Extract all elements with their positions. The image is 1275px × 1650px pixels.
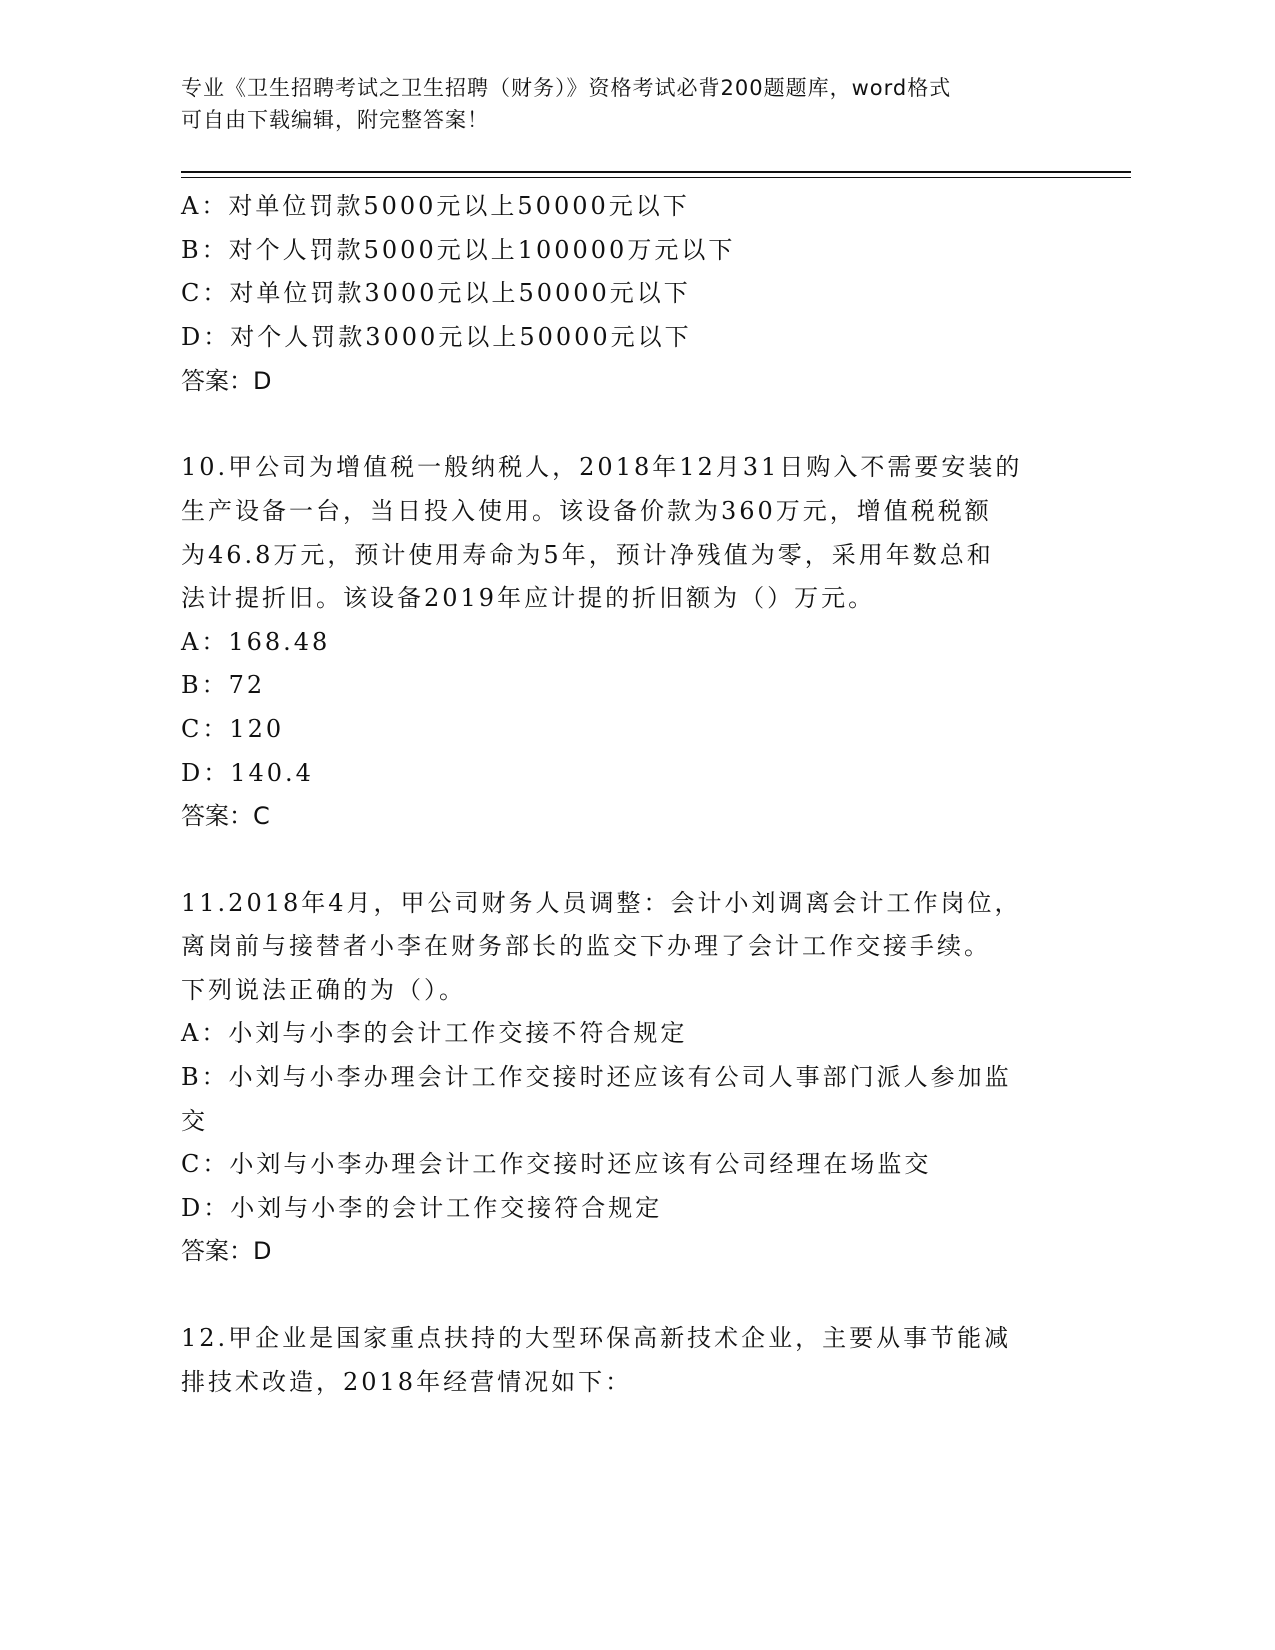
header-line-1: 专业《卫生招聘考试之卫生招聘（财务）》资格考试必背200题题库，word格式 [181, 76, 952, 100]
q10-stem-line-3: 为46.8万元，预计使用寿命为5年，预计净残值为零，采用年数总和 [181, 541, 994, 569]
header-line-2: 可自由下载编辑，附完整答案！ [181, 108, 489, 132]
q11-option-b-continued: 交 [181, 1107, 208, 1135]
q10-option-a: A：168.48 [181, 628, 331, 656]
q10-stem-line-1: 10.甲公司为增值税一般纳税人，2018年12月31日购入不需要安装的 [181, 453, 1023, 481]
q11-option-d: D：小刘与小李的会计工作交接符合规定 [181, 1194, 663, 1222]
q10-option-d: D：140.4 [181, 759, 314, 787]
header-divider-thin [181, 177, 1131, 178]
header-divider-thick [181, 171, 1131, 173]
q11-answer: 答案：D [181, 1237, 272, 1265]
q9-option-b: B：对个人罚款5000元以上100000万元以下 [181, 236, 736, 264]
document-header [181, 72, 1061, 136]
q9-option-c: C：对单位罚款3000元以上50000元以下 [181, 279, 691, 307]
q11-stem-line-2: 离岗前与接替者小李在财务部长的监交下办理了会计工作交接手续。 [181, 932, 991, 960]
q10-stem-line-2: 生产设备一台，当日投入使用。该设备价款为360万元，增值税税额 [181, 497, 992, 525]
q11-stem-line-3: 下列说法正确的为（）。 [181, 976, 466, 1004]
q10-option-c: C：120 [181, 715, 285, 743]
q11-option-c: C：小刘与小李办理会计工作交接时还应该有公司经理在场监交 [181, 1150, 932, 1178]
q10-option-b: B：72 [181, 671, 266, 699]
q12-stem-line-1: 12.甲企业是国家重点扶持的大型环保高新技术企业，主要从事节能减 [181, 1324, 1012, 1352]
q11-option-b: B：小刘与小李办理会计工作交接时还应该有公司人事部门派人参加监 [181, 1063, 1012, 1091]
q9-option-a: A：对单位罚款5000元以上50000元以下 [181, 192, 690, 220]
q9-option-d: D：对个人罚款3000元以上50000元以下 [181, 323, 692, 351]
q10-answer: 答案：C [181, 802, 270, 830]
q11-stem-line-1: 11.2018年4月，甲公司财务人员调整：会计小刘调离会计工作岗位， [181, 889, 1022, 917]
q11-option-a: A：小刘与小李的会计工作交接不符合规定 [181, 1019, 688, 1047]
q12-stem-line-2: 排技术改造，2018年经营情况如下： [181, 1368, 633, 1396]
q10-stem-line-4: 法计提折旧。该设备2019年应计提的折旧额为（）万元。 [181, 584, 876, 612]
q9-answer: 答案：D [181, 367, 272, 395]
